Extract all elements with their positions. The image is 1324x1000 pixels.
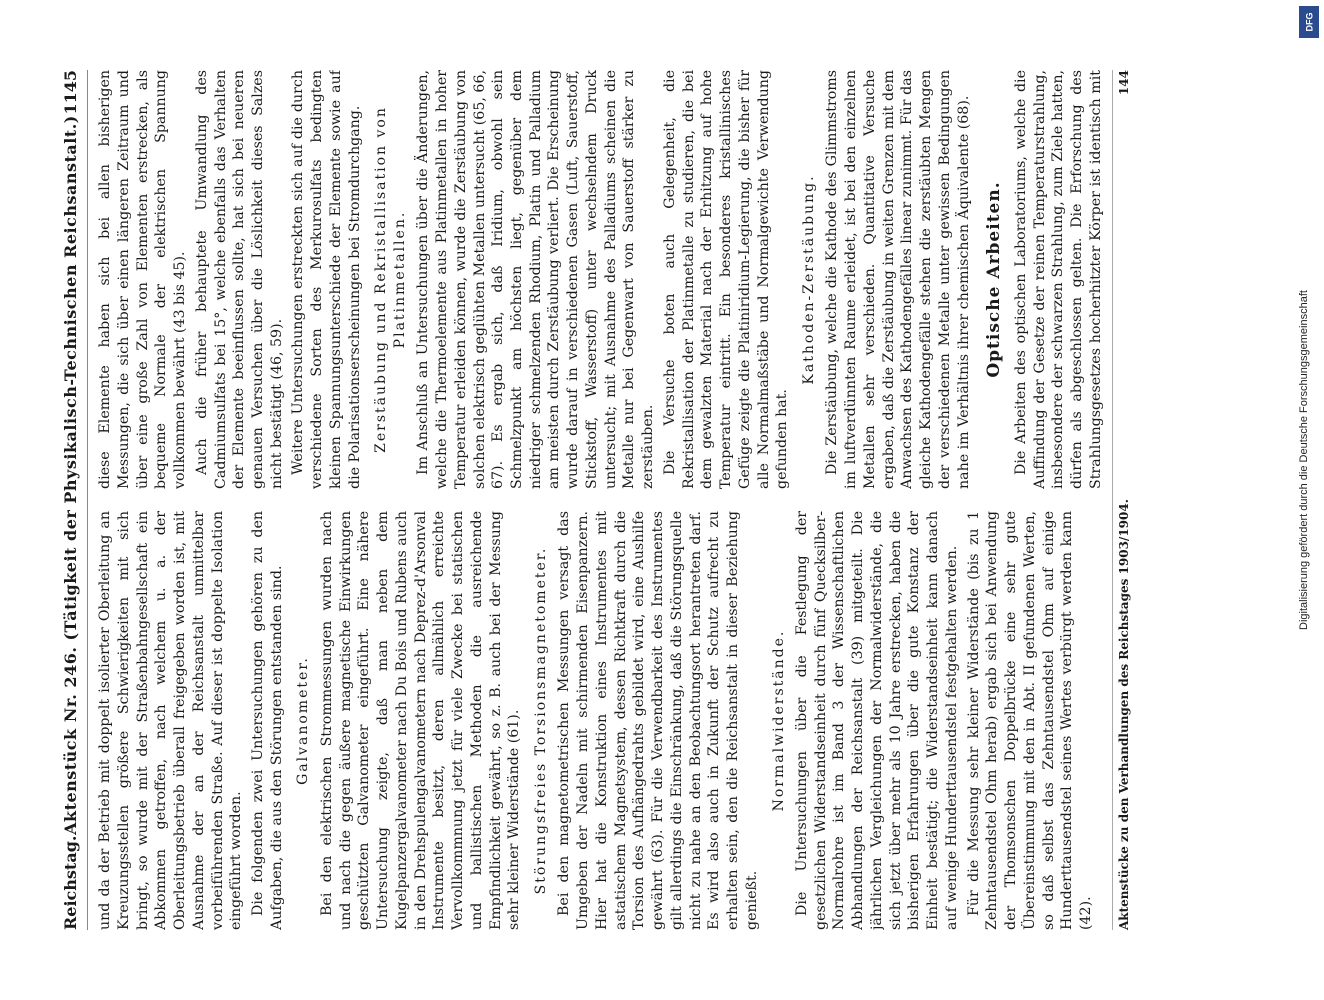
- section-heading: Störungsfreies Torsionsmagnetometer.: [533, 546, 549, 895]
- paragraph: Die folgenden zwei Untersuchungen gehören zu den Aufgaben, die aus den Störungen entstanden sind.: [249, 511, 285, 930]
- paragraph: Für die Messung sehr kleiner Widerstände (bis zu 1 Zehntausendstel Ohm herab) ergab sich bei Anwendung der Thomsonschen Doppelbrücke eine sehr gute Übereinstimmung mit den in Abt. II gefundenen Werten, so daß selbst das Zehntausendstel Ohm auf einige Hunderttausendstel seines Wertes verbürgt werden kann (42).: [965, 511, 1095, 930]
- dfg-logo: DFG: [1299, 6, 1319, 38]
- paragraph: Bei den magnetometrischen Messungen versagt das Umgeben der Nadeln mit schirmenden Eisenpanzern. Hier hat die Konstruktion eines Instrumentes mit astatischem Magnetsystem, dessen Richtkraft durch die Torsion des Aufhängedrahts gebildet wird, eine Aushilfe gewährt (63). Für die Verwendbarkeit des Instrumentes gilt allerdings die Einschränkung, daß die Störungsquelle nicht zu nahe an den Beobachtungsort herantreten darf. Es wird also auch in Zukunft der Schutz aufrecht zu erhalten sein, den die Reichsanstalt in dieser Beziehung genießt.: [556, 511, 760, 930]
- page-header: [60, 70, 88, 930]
- text-columns: [96, 70, 1106, 930]
- paragraph: und da der Betrieb mit doppelt isolierter Oberleitung an Kreuzungsstellen größere Schwierigkeiten mit sich bringt, so wurde mit der Straßenbahngesellschaft ein Abkommen getroffen, nach welchem u. a. der Oberleitungsbetrieb überall freigegeben worden ist, mit Ausnahme der an der Reichsanstalt unmittelbar vorbeiführenden Straße. Auf dieser ist doppelte Isolation eingeführt worden.: [97, 511, 245, 930]
- paragraph: diese Elemente haben sich bei allen bisherigen Messungen, die sich über einen längeren Zeitraum und über eine große Zahl von Elementen erstrecken, als bequeme Normale der elektrischen Spannung vollkommen bewährt (43 bis 45).: [97, 70, 189, 489]
- text-column-left: [96, 511, 1106, 930]
- header-left: Reichstag.: [61, 835, 80, 930]
- paragraph: Im Anschluß an Untersuchungen über die Änderungen, welche die Thermoelemente aus Platinmetallen in hoher Temperatur erleiden können, wurde die Zerstäubung von solchen elektrisch geglühten Metallen untersucht (65, 66, 67). Es ergab sich, daß Iridium, obwohl sein Schmelzpunkt am höchsten liegt, gegenüber dem niedriger schmelzenden Rhodium, Platin und Palladium am meisten durch Zerstäubung verliert. Die Erscheinung wurde darauf in verschiedenen Gasen (Luft, Sauerstoff, Stickstoff, Wasserstoff) unter wechselndem Druck untersucht; mit Ausnahme des Palladiums scheinen die Metalle nur bei Gegenwart von Sauerstoff stärker zu zerstäuben.: [415, 70, 657, 489]
- paragraph: Die Untersuchungen über die Festlegung der gesetzlichen Widerstandseinheit durch fünf Quecksilber-Normalrohre ist im Band 3 der Wissenschaftlichen Abhandlungen der Reichsanstalt (39) mitgeteilt. Die jährlichen Vergleichungen der Normalwiderstände, die sich jetzt über mehr als 10 Jahre erstrecken, haben die bisherigen Erfahrungen über die gute Konstanz der Einheit bestätigt; die Widerstandseinheit kann danach auf wenige Hunderttausendstel festgehalten werden.: [794, 511, 960, 930]
- header-title: Aktenstück Nr. 246. (Tätigkeit der Physikalisch-Technischen Reichsanstalt.): [61, 115, 80, 835]
- digitization-note: Digitalisierung gefördert durch die Deutsche Forschungsgemeinschaft: [1298, 290, 1310, 630]
- digitization-sidebar: [1294, 0, 1324, 1000]
- main-section-heading: Optische Arbeiten.: [984, 181, 1005, 378]
- footer-note: Aktenstücke zu den Verhandlungen des Reichstages 1903/1904.: [1117, 499, 1132, 930]
- footer-page-number: 144: [1117, 70, 1132, 96]
- paragraph: Weitere Untersuchungen erstreckten sich auf die durch verschiedene Sorten des Merkurosulfats bedingten kleinen Spannungsunterschiede der Elemente sowie auf die Polarisationserscheinungen bei Stromdurchgang.: [290, 70, 363, 489]
- paragraph: Die Zerstäubung, welche die Kathode des Glimmstroms im luftverdünnten Raume erleidet, ist bei den einzelnen Metallen sehr verschieden. Quantitative Versuche ergaben, daß die Zerstäubung in weiten Grenzen mit dem Anwachsen des Kathodengefälles linear zunimmt. Für das gleiche Kathodengefälle stehen die zerstäubten Mengen der verschiedenen Metalle unter gewissen Bedingungen nahe im Verhältnis ihrer chemischen Äquivalente (68).: [824, 70, 972, 489]
- text-column-right: [96, 70, 1106, 489]
- section-heading: [1104, 511, 1106, 930]
- header-page-number: 1145: [61, 70, 80, 115]
- paragraph: Auch die früher behauptete Umwandlung des Cadmiumsulfats bei 15°, welche ebenfalls das Verhalten der Elemente beeinflussen sollte, hat sich bei neueren genauen Versuchen über die Löslichkeit dieses Salzes nicht bestätigt (46, 59).: [193, 70, 285, 489]
- page-footer: [1112, 70, 1133, 930]
- section-heading: Zerstäubung und Rekristallisation von Platinmetallen.: [373, 106, 408, 453]
- section-heading: Galvanometer.: [295, 656, 312, 785]
- section-heading: Normalwiderstände.: [770, 629, 787, 812]
- paragraph: Die Arbeiten des optischen Laboratoriums, welche die Auffindung der Gesetze der reinen Temperaturstrahlung, insbesondere der schwarzen Strahlung, zum Ziele hatten, dürfen als abgeschlossen gelten. Die Erforschung des Strahlungsgesetzes hocherhitzter Körper ist identisch mit: [1012, 70, 1104, 489]
- paragraph: Bei den elektrischen Strommessungen wurden nach und nach die gegen äußere magnetische Einwirkungen geschützten Galvanometer eingeführt. Eine nähere Untersuchung zeigte, daß man neben dem Kugelpanzergalvanometer nach Du Bois und Rubens auch in den Drehspulengalvanometern nach Deprez-d'Arsonval Instrumente besitzt, deren allmählich erreichte Vervollkommnung jetzt für viele Zwecke bei statischen und ballistischen Methoden die ausreichende Empfindlichkeit gewährt, so z. B. auch bei der Messung sehr kleiner Widerstände (61).: [318, 511, 523, 930]
- paragraph: Die Versuche boten auch Gelegenheit, die Rekristallisation der Platinmetalle zu studieren, die bei dem gewalzten Material nach der Erhitzung auf hohe Temperatur eintritt. Ein besonderes kristallinisches Gefüge zeigte die Platiniridium-Legierung, die bisher für alle Normalmaßstäbe und Normalgewichte Verwendung gefunden hat.: [661, 70, 791, 489]
- section-heading: Kathoden-Zerstäubung.: [801, 174, 818, 385]
